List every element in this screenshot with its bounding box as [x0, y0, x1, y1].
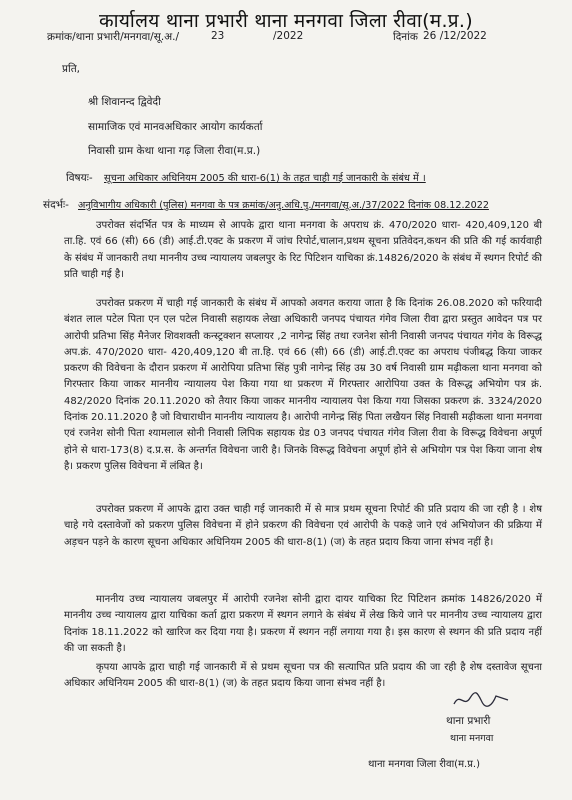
paragraph-2	[64, 296, 542, 475]
paragraph-text: उपरोक्त प्रकरण में चाही गई जानकारी के संबंध में आपको अवगत कराया जाता है कि दिनांक 26.08.2020 को फरियादी बंशत लाल पटेल पिता एन एल पटेल निवासी सहायक लेखा अधिकारी जनपद पंचायत गंगेव जिला रीवा द्वारा प्रस्तुत आवेदन पत्र पर आरोपी प्रतिभा सिंह मैनेजर शिवशक्ती कन्स्ट्रक्शन सप्लायर ,2 नागेन्द्र सिंह तथा रजनेश सोनी निवासी जनपद पंचायत गंगेव के विरूद्ध अप.क्रं. 470/2020 धारा- 420,409,120 बी ता.हि. एवं 66 (सी) 66 (डी) आई.टी.एक्ट का अपराध पंजीबद्ध किया जाकर प्रकरण की विवेचना के दौरान प्रकरण में आरोपिया प्रतिभा सिंह पुत्री नागेन्द्र सिंह उम्र 30 वर्ष निवासी ग्राम मढ़ीकला थाना मनगवा को गिरफ्तार किया जाकर माननीय न्यायालय पेश किया गया था प्रकरण में गिरफ्तार आरोपिया उक्त के विरूद्ध अभियोग पत्र क्रं. 482/2020 दिनांक 20.11.2020 को तैयार किया जाकर माननीय न्यायालय पेश किया गया जिसका प्रकरण क्रं. 3324/2020 दिनांक 20.11.2020 है जो विचाराधीन माननीय न्यायालय है। आरोपी नागेन्द्र सिंह पिता लखैयन सिंह निवासी मढ़ीकला थाना मनगवा एवं रजनेश सोनी पिता श्यामलाल सोनी निवासी लिपिक सहायक ग्रेड 03 जनपद पंचायत गंगेव जिला रीवा के विरूद्ध विवेचना अपूर्ण होने से धारा-173(8) द.प्र.स. के अन्तर्गत विवेचना जारी है। जिनके विरूद्ध विवेचना अपूर्ण होने से अभियोग पत्र पेश किया जाना शेष है। प्रकरण पुलिस विवेचना में लंबित है।	[64, 298, 542, 472]
paragraph-text: उपरोक्त प्रकरण में आपके द्वारा उक्त चाही गई जानकारी में से मात्र प्रथम सूचना रिपोर्ट की प्रति प्रदाय की जा रही है । शेष चाहे गये दस्तावेजों को प्रकरण पुलिस विवेचना में होने प्रकरण की विवेचना एवं आरोपी के पकड़े जाने एवं अभियोजन की प्रक्रिया में अड़चन पड़ने के कारण सूचना अधिकार अधिनियम 2005 की धारा-8(1) (ज) के तहत प्रदाय किया जाना संभव नहीं है।	[64, 504, 542, 548]
letterhead-title: कार्यालय थाना प्रभारी थाना मनगवा जिला रीवा(म.प्र.)	[99, 10, 473, 32]
subject-label: विषयः-	[66, 172, 93, 184]
handwritten-signature	[452, 690, 512, 710]
addressee-address: निवासी ग्राम केथा थाना गढ़ जिला रीवा(म.प्र.)	[88, 145, 261, 157]
addressee-designation: सामाजिक एवं मानवअधिकार आयोग कार्यकर्ता	[88, 121, 263, 133]
ref-year: /2022	[273, 30, 304, 42]
date-value: 26 /12/2022	[423, 30, 487, 42]
ref-number: 23	[211, 30, 225, 42]
addressee-name: श्री शिवानन्द द्विवेदी	[88, 96, 161, 108]
paragraph-text: माननीय उच्च न्यायालय जबलपुर में आरोपी रजनेश सोनी द्वारा दायर याचिका रिट पिटिशन क्रमांक 14826/2020 में माननीय उच्च न्यायालय द्वारा याचिका कर्ता द्वारा प्रकरण में स्थगन लगाने के संबंध में लेख किये जाने पर माननीय उच्च न्यायालय द्वारा दिनांक 18.11.2022 को खारिज कर दिया गया है। प्रकरण में स्थगन नहीं लगाया गया है। इस कारण से स्थगन की प्रति प्रदाय नहीं की जा सकती है।	[64, 594, 542, 654]
paragraph-text: कृपया आपके द्वारा चाही गई जानकारी में से प्रथम सूचना पत्र की सत्यापित प्रति प्रदाय की जा रही है शेष दस्तावेज सूचना अधिकार अधिनियम 2005 की धारा-8(1) (ज) के तहत प्रदाय किया जाना संभव नहीं है।	[64, 662, 542, 690]
paragraph-text: उपरोक्त संदर्भित पत्र के माध्यम से आपके द्वारा थाना मनगवा के अपराध क्रं. 470/2020 धारा- 420,409,120 बी ता.हि. एवं 66 (सी) 66 (डी) आई.टी.एक्ट के प्रकरण में जांच रिपोर्ट,चालान,प्रथम सूचना प्रतिवेदन,कथन की प्रति की गई कार्यवाही के संबंध में जानकारी तथा माननीय उच्च न्यायालय जबलपुर के रिट पिटिशन याचिका क्रं.14826/2020 के संबंध में स्थगन रिपोर्ट की प्रति चाही गई है।	[64, 220, 542, 280]
office-stamp-text: थाना मनगवा जिला रीवा(म.प्र.)	[368, 759, 481, 770]
prati-label: प्रति,	[62, 63, 81, 75]
ref-number-label: क्रमांक/थाना प्रभारी/मनगवा/सू.अ./	[47, 31, 180, 43]
paragraph-4	[64, 592, 542, 657]
paragraph-3	[64, 502, 542, 551]
signatory-station: थाना मनगवा	[450, 733, 494, 744]
signatory-title: थाना प्रभारी	[446, 715, 491, 727]
reference-label: संदर्भः-	[43, 199, 69, 211]
paragraph-1	[64, 218, 542, 283]
reference-text: अनुविभागीय अधिकारी (पुलिस) मनगवा के पत्र क्रमांक/अनु.अधि.पु./मनगवा/सू.अ./37/2022 दिनांक 08.12.2022	[78, 200, 489, 211]
subject-text: सूचना अधिकार अधिनियम 2005 की धारा-6(1) के तहत चाही गई जानकारी के संबंध में ।	[104, 173, 426, 184]
date-label: दिनांक	[393, 31, 418, 43]
paragraph-5	[64, 660, 542, 693]
